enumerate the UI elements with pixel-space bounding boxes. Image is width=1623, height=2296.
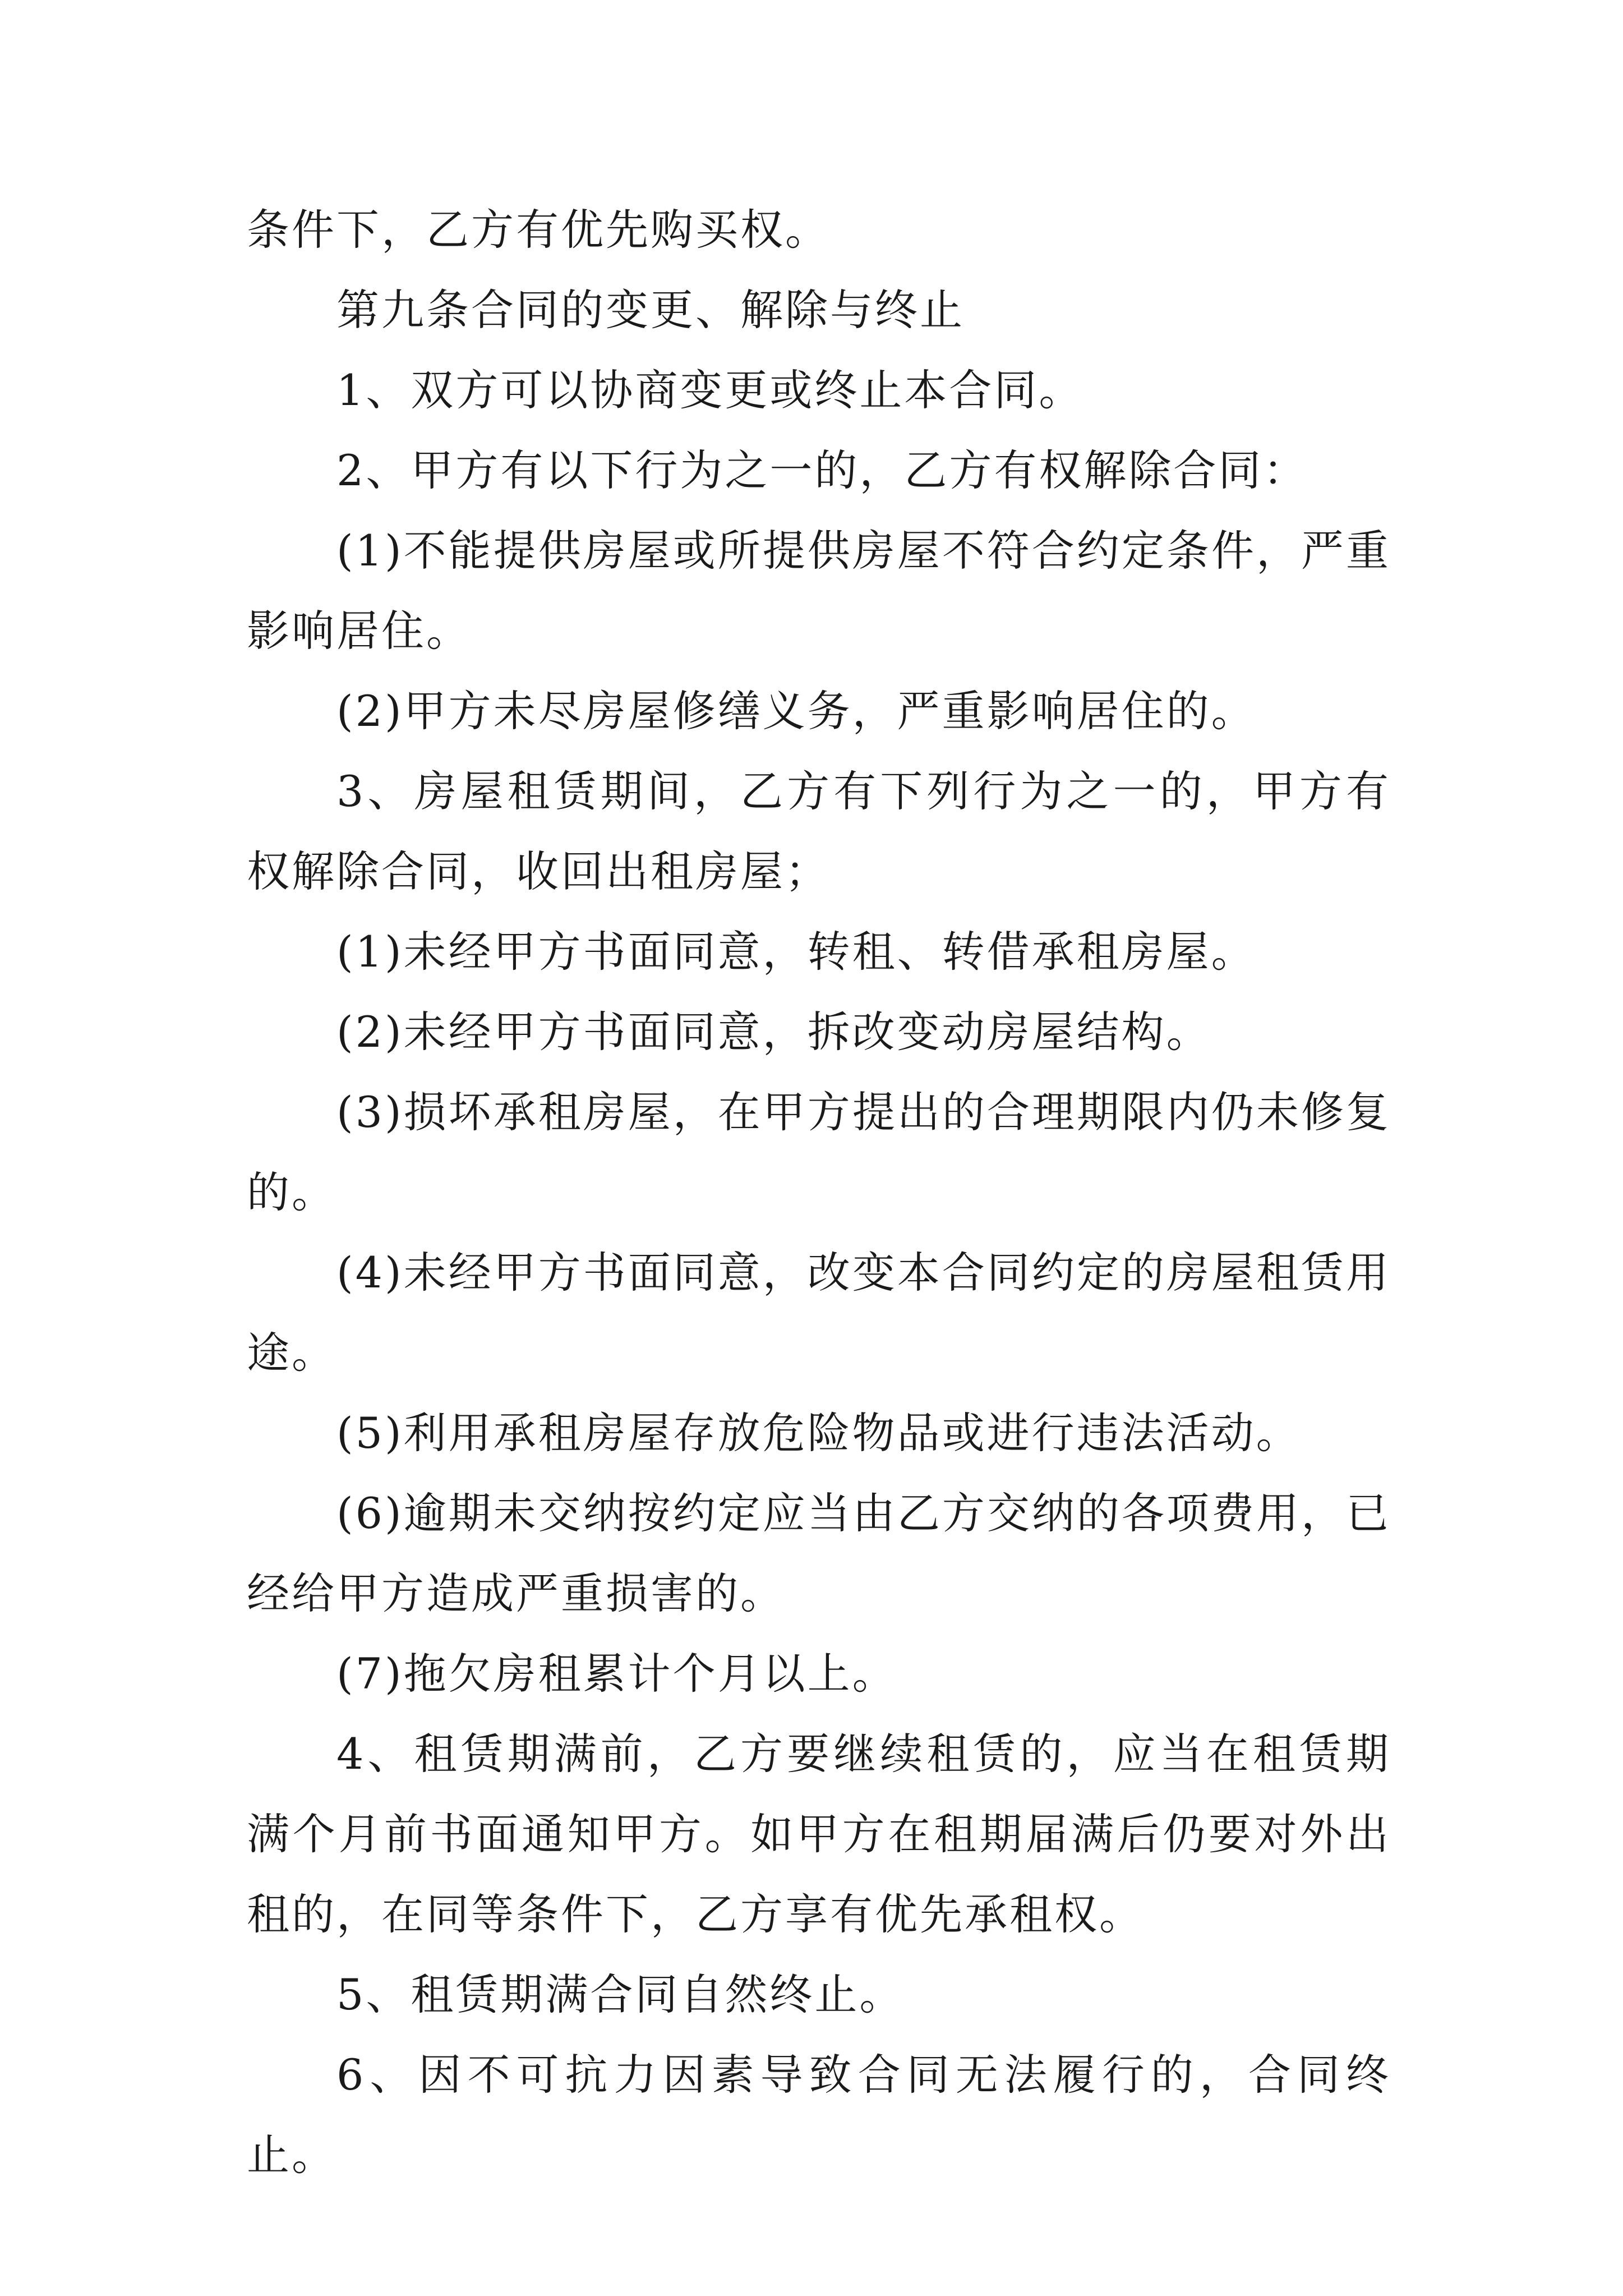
clause-3-item-4: (4)未经甲方书面同意，改变本合同约定的房屋租赁用途。	[247, 1248, 1391, 1378]
clause-1: 1、双方可以协商变更或终止本合同。	[336, 365, 1084, 415]
clause-2-item-2: (2)甲方未尽房屋修缮义务，严重影响居住的。	[336, 686, 1256, 736]
clause-2: 2、甲方有以下行为之一的，乙方有权解除合同：	[336, 445, 1308, 495]
clause-5: 5、租赁期满合同自然终止。	[336, 1970, 905, 2019]
clause-3-item-5: (5)利用承租房屋存放危险物品或进行违法活动。	[336, 1408, 1301, 1458]
clause-6: 6、因不可抗力因素导致合同无法履行的，合同终止。	[247, 2050, 1391, 2180]
document-body	[247, 190, 1391, 2195]
clause-3-item-7: (7)拖欠房租累计个月以上。	[336, 1649, 897, 1699]
clause-4: 4、租赁期满前，乙方要继续租赁的，应当在租赁期满个月前书面通知甲方。如甲方在租期届满后仍要对外出租的，在同等条件下，乙方享有优先承租权。	[247, 1729, 1391, 1939]
paragraph-continuation: 条件下，乙方有优先购买权。	[247, 205, 830, 255]
article-nine-heading: 第九条合同的变更、解除与终止	[336, 285, 965, 335]
clause-3-item-6: (6)逾期未交纳按约定应当由乙方交纳的各项费用，已经给甲方造成严重损害的。	[247, 1488, 1391, 1618]
clause-2-item-1: (1)不能提供房屋或所提供房屋不符合约定条件，严重影响居住。	[247, 526, 1391, 656]
clause-3-item-3: (3)损坏承租房屋，在甲方提出的合理期限内仍未修复的。	[247, 1087, 1391, 1217]
clause-3-item-2: (2)未经甲方书面同意，拆改变动房屋结构。	[336, 1007, 1211, 1057]
clause-3-item-1: (1)未经甲方书面同意，转租、转借承租房屋。	[336, 927, 1256, 977]
clause-3: 3、房屋租赁期间，乙方有下列行为之一的，甲方有权解除合同，收回出租房屋；	[247, 766, 1391, 896]
